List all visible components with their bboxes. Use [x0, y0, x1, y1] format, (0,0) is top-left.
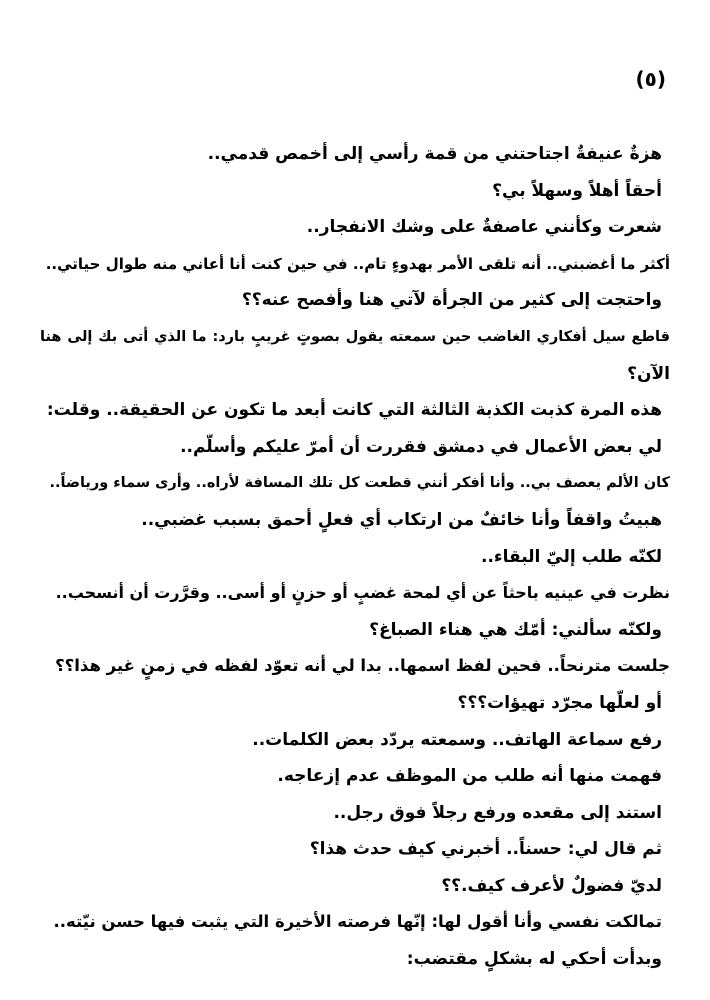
- text-line: لديّ فضولٌ لأعرف كيف.؟؟: [441, 875, 662, 896]
- text-line: ثم قال لي: حسناً.. أخبرني كيف حدث هذا؟: [309, 839, 662, 860]
- text-line: أكثر ما أغضبني.. أنه تلقى الأمر بهدوءٍ تام.. في حين كنت أنا أعاني منه طوال حياتي..: [45, 254, 670, 273]
- text-line: تمالكت نفسي وأنا أقول لها: إنّها فرصته الأخيرة التي يثبت فيها حسن نيّته..: [53, 912, 662, 932]
- text-line: واحتجت إلى كثير من الجرأة لآتي هنا وأفصح عنه؟؟: [241, 290, 662, 311]
- text-line: أو لعلّها مجرّد تهيؤات؟؟؟: [457, 692, 662, 713]
- page-number: (٥): [635, 67, 666, 91]
- text-line: رفع سماعة الهاتف.. وسمعته يردّد بعض الكلمات..: [252, 729, 662, 750]
- text-line: كان الألم يعصف بي.. وأنا أفكر أنني قطعت كل تلك المسافة لأراه.. وأرى سماء ورياضاً..: [49, 475, 670, 492]
- text-body: [40, 136, 670, 978]
- text-line: لي بعض الأعمال في دمشق فقررت أن أمرّ عليكم وأسلّم..: [180, 436, 662, 457]
- text-line: هذه المرة كذبت الكذبة الثالثة التي كانت أبعد ما تكون عن الحقيقة.. وقلت:: [46, 400, 662, 421]
- text-line: فهمت منها أنه طلب من الموظف عدم إزعاجه.: [277, 766, 662, 787]
- text-line: ولكنّه سألني: أمّك هي هناء الصباغ؟: [369, 619, 662, 640]
- text-line: أحقاً أهلاً وسهلاً بي؟: [492, 180, 662, 201]
- text-line: نظرت في عينيه باحثاً عن أي لمحة غضبٍ أو حزنٍ أو أسى.. وقرَّرت أن أنسحب..: [55, 583, 670, 603]
- text-line: شعرت وكأنني عاصفةٌ على وشك الانفجار..: [306, 217, 662, 238]
- text-line: قاطع سيل أفكاري الغاضب حين سمعته يقول بصوتٍ غريبٍ بارد: ما الذي أتى بك إلى هنا: [40, 328, 670, 345]
- text-line: الآن؟: [627, 363, 670, 384]
- text-line: جلست مترنحاً.. فحين لفظ اسمها.. بدا لي أنه تعوّد لفظه في زمنٍ غير هذا؟؟: [55, 656, 670, 676]
- text-line: هزةٌ عنيفةٌ اجتاحتني من قمة رأسي إلى أخمص قدمي..: [207, 144, 662, 164]
- text-line: هبيتُ واقفاً وأنا خائفٌ من ارتكاب أي فعلٍ أحمق بسبب غضبي..: [141, 509, 662, 530]
- text-line: وبدأت أحكي له بشكلٍ مقتضب:: [406, 949, 662, 970]
- text-line: لكنّه طلب إليّ البقاء..: [480, 546, 662, 567]
- text-line: استند إلى مقعده ورفع رجلاً فوق رجل..: [333, 802, 662, 823]
